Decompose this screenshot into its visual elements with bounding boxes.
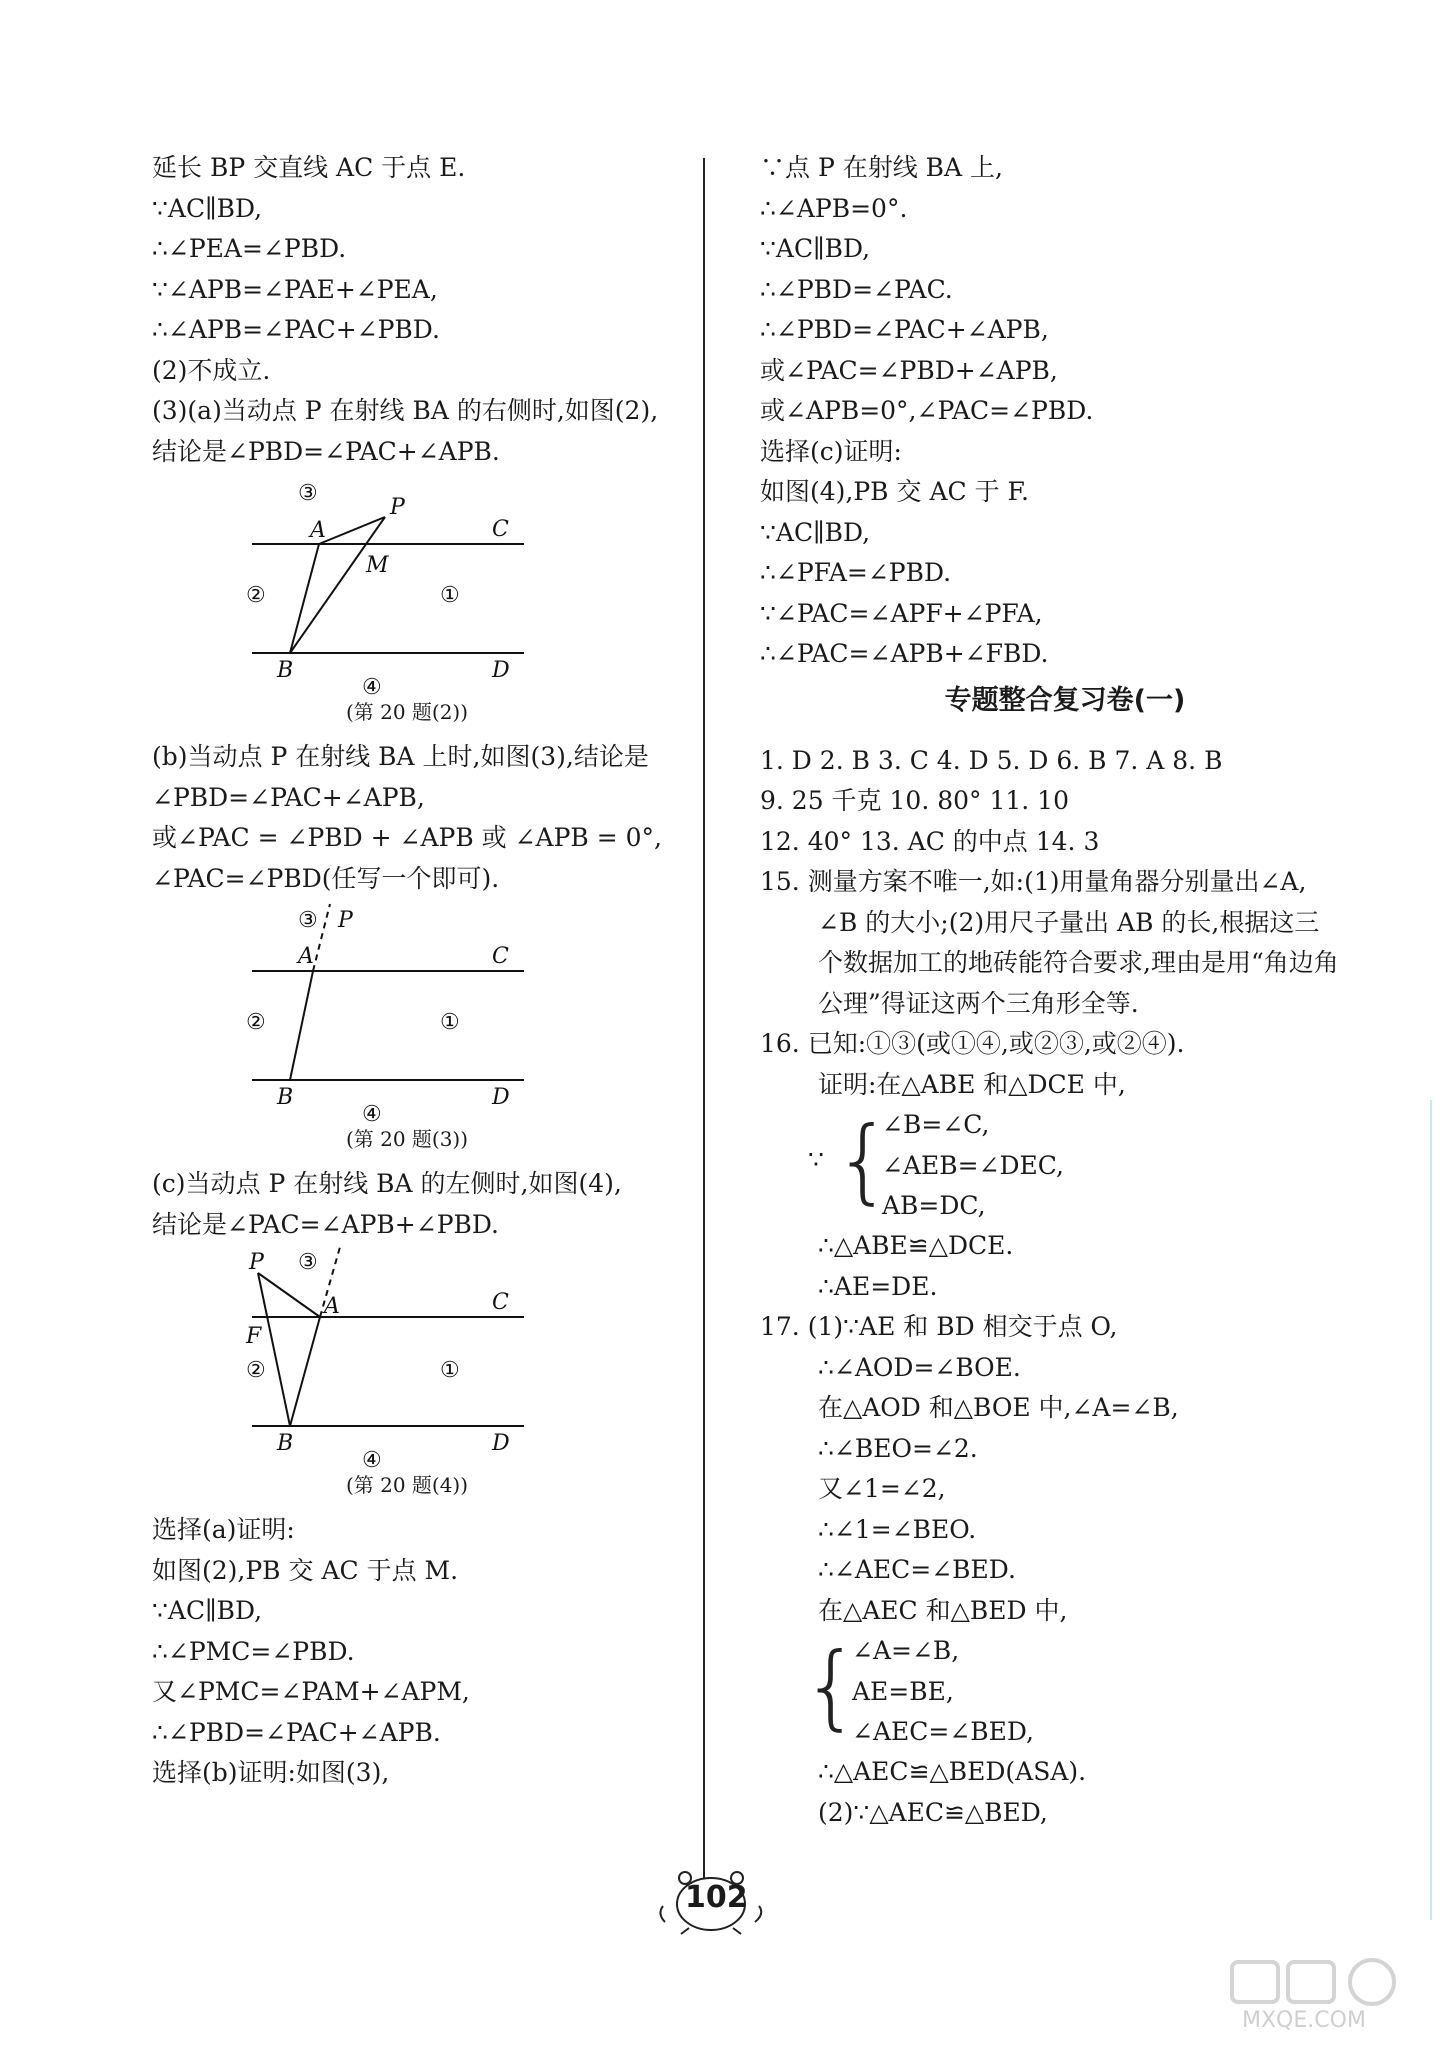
answer-line: ∴∠AEC=∠BED. — [818, 1555, 1016, 1584]
answer-list — [760, 741, 1339, 1834]
text-line: 如图(2),PB 交 AC 于点 M. — [152, 1555, 459, 1585]
text-line: (2)不成立. — [152, 355, 271, 385]
text-line: ∴∠PBD=∠PAC+∠APB. — [152, 1717, 441, 1747]
brace-icon: { — [802, 1633, 861, 1740]
answer-line: 1. D 2. B 3. C 4. D 5. D 6. B 7. A 8. B — [760, 745, 1223, 775]
answer-line: 又∠1=∠2, — [818, 1474, 946, 1503]
text-line: ∴∠APB=∠PAC+∠PBD. — [152, 315, 440, 344]
condition-line: ∠AEB=∠DEC, — [882, 1150, 1064, 1180]
answer-line: ∴△AEC≌△BED(ASA). — [818, 1757, 1087, 1786]
text-line: ∴∠APB=0°. — [760, 193, 908, 223]
fig4-label-c: C — [492, 1290, 509, 1315]
answer-line: 在△AOD 和△BOE 中,∠A=∠B, — [818, 1393, 1179, 1422]
fig3-label-c: C — [492, 944, 509, 969]
condition-line: AE=BE, — [852, 1676, 954, 1706]
answer-line: 15. 测量方案不唯一,如:(1)用量角器分别量出∠A, — [760, 867, 1307, 896]
fig3-label-a: A — [298, 944, 314, 969]
text-line: 或∠PAC=∠PBD+∠APB, — [760, 355, 1058, 385]
left-block-c — [152, 1164, 692, 1245]
figure-20-2 — [246, 472, 692, 737]
fig4-label-a: A — [324, 1294, 340, 1319]
text-line: 选择(a)证明: — [152, 1515, 295, 1544]
right-block-a — [760, 148, 1320, 675]
fig2-label-m: M — [366, 553, 389, 578]
text-line: ∠PBD=∠PAC+∠APB, — [152, 782, 425, 812]
text-line: 又∠PMC=∠PAM+∠APM, — [152, 1677, 470, 1706]
fig2-label-p: P — [390, 495, 405, 520]
fig4-label-d: D — [492, 1431, 510, 1456]
brace-lines — [852, 1631, 1320, 1753]
page-number: 102 — [685, 1880, 748, 1915]
fig4-label-f: F — [246, 1324, 262, 1349]
fig2-label-c: C — [492, 517, 509, 542]
text-line: ∵∠APB=∠PAE+∠PEA, — [152, 274, 438, 304]
text-line: ∵AC∥BD, — [760, 517, 871, 547]
since-symbol: ∵ — [808, 1145, 824, 1174]
column-divider — [703, 158, 705, 1878]
scan-edge-line — [1430, 1100, 1432, 1920]
brace-system-1 — [808, 1105, 1320, 1226]
brace-lines — [882, 1105, 1320, 1227]
text-line: 或∠APB=0°,∠PAC=∠PBD. — [760, 396, 1094, 425]
answer-line: (2)∵△AEC≌△BED, — [818, 1797, 1048, 1827]
text-line: ∴∠PMC=∠PBD. — [152, 1636, 355, 1666]
answer-line: 17. (1)∵AE 和 BD 相交于点 O, — [760, 1312, 1118, 1341]
fig4-label-r2: ② — [246, 1358, 266, 1383]
text-line: 或∠PAC = ∠PBD + ∠APB 或 ∠APB = 0°, — [152, 823, 662, 852]
fig4-label-r1: ① — [440, 1358, 460, 1383]
text-line: ∴∠PBD=∠PAC. — [760, 274, 953, 304]
condition-line: ∠A=∠B, — [852, 1636, 960, 1665]
answer-line: ∠B 的大小;(2)用尺子量出 AB 的长,根据这三 — [818, 907, 1320, 937]
text-line: ∵AC∥BD, — [760, 234, 871, 263]
text-line: ∵AC∥BD, — [152, 1596, 263, 1625]
figure-20-2-caption: (第 20 题(2)) — [345, 700, 469, 724]
fig4-label-r4: ④ — [362, 1448, 382, 1473]
text-line: 选择(c)证明: — [760, 436, 902, 466]
answer-line: ∴∠AOD=∠BOE. — [818, 1352, 1021, 1382]
figure-20-4-diagram — [246, 1245, 562, 1473]
page-number-badge — [655, 1870, 767, 1934]
section-title: 专题整合复习卷(一) — [944, 684, 1186, 716]
answer-line: 公理”得证这两个三角形全等. — [818, 988, 1139, 1018]
fig2-label-a: A — [310, 518, 326, 543]
text-line: ∠PAC=∠PBD(任写一个即可). — [152, 863, 500, 893]
fig4-label-r3: ③ — [298, 1250, 318, 1275]
left-block-a — [152, 148, 692, 472]
figure-20-3 — [246, 899, 692, 1164]
text-line: ∴∠PFA=∠PBD. — [760, 558, 952, 587]
fig4-label-p: P — [249, 1250, 264, 1275]
answer-line: 个数据加工的地砖能符合要求,理由是用“角边角 — [818, 948, 1339, 977]
text-line: 结论是∠PAC=∠APB+∠PBD. — [152, 1209, 499, 1239]
condition-line: ∠B=∠C, — [882, 1110, 990, 1139]
text-line: 选择(b)证明:如图(3), — [152, 1758, 390, 1787]
right-column — [760, 148, 1339, 1833]
fig4-label-b: B — [277, 1431, 294, 1456]
fig3-label-b: B — [277, 1085, 294, 1110]
fig3-label-r2: ② — [246, 1010, 266, 1035]
fig2-label-r2: ② — [246, 583, 266, 608]
left-block-b — [152, 737, 692, 899]
figure-20-2-diagram — [246, 472, 562, 700]
text-line: 延长 BP 交直线 AC 于点 E. — [152, 153, 466, 182]
condition-line: ∠AEC=∠BED, — [852, 1717, 1034, 1746]
brace-icon: { — [834, 1107, 893, 1214]
fig3-label-p: P — [338, 908, 353, 933]
text-line: ∴∠PEA=∠PBD. — [152, 234, 347, 263]
fig3-label-r3: ③ — [298, 908, 318, 933]
text-line: 如图(4),PB 交 AC 于 F. — [760, 477, 1029, 506]
figure-20-3-caption: (第 20 题(3)) — [345, 1127, 469, 1151]
figure-20-4 — [246, 1245, 692, 1510]
text-line: ∵∠PAC=∠APF+∠PFA, — [760, 598, 1043, 628]
fig3-label-r4: ④ — [362, 1102, 382, 1127]
answer-line: ∴AE=DE. — [818, 1271, 938, 1301]
text-line: ∵点 P 在射线 BA 上, — [760, 153, 1003, 182]
watermark-text: MXQE.COM — [1242, 2008, 1366, 2033]
answer-line: ∴△ABE≌△DCE. — [818, 1231, 1014, 1260]
text-line: ∴∠PAC=∠APB+∠FBD. — [760, 639, 1049, 668]
answer-line: 16. 已知:①③(或①④,或②③,或②④). — [760, 1029, 1185, 1058]
watermark — [1202, 1958, 1432, 2038]
brace-system-2 — [802, 1631, 1320, 1752]
fig2-label-r4: ④ — [362, 675, 382, 700]
left-block-d — [152, 1510, 692, 1794]
answer-line: ∴∠BEO=∠2. — [818, 1433, 978, 1463]
answer-line: ∴∠1=∠BEO. — [818, 1514, 977, 1544]
fig2-label-d: D — [492, 658, 510, 683]
fig3-label-r1: ① — [440, 1010, 460, 1035]
answer-line: 在△AEC 和△BED 中, — [818, 1595, 1068, 1625]
text-line: (3)(a)当动点 P 在射线 BA 的右侧时,如图(2), — [152, 396, 659, 425]
text-line: (b)当动点 P 在射线 BA 上时,如图(3),结论是 — [152, 742, 649, 771]
text-line: ∴∠PBD=∠PAC+∠APB, — [760, 315, 1049, 344]
watermark-logo-icon — [1202, 1958, 1432, 2008]
text-line: 结论是∠PBD=∠PAC+∠APB. — [152, 436, 500, 466]
fig2-label-r3: ③ — [298, 481, 318, 506]
answer-line: 12. 40° 13. AC 的中点 14. 3 — [760, 826, 1100, 856]
answer-line: 9. 25 千克 10. 80° 11. 10 — [760, 786, 1069, 815]
condition-line: AB=DC, — [882, 1191, 986, 1220]
figure-20-4-caption: (第 20 题(4)) — [345, 1473, 469, 1497]
fig2-label-b: B — [277, 658, 294, 683]
fig3-label-d: D — [492, 1085, 510, 1110]
text-line: ∵AC∥BD, — [152, 193, 263, 223]
figure-20-3-diagram — [246, 899, 562, 1127]
fig2-label-r1: ① — [440, 583, 460, 608]
answer-line: 证明:在△ABE 和△DCE 中, — [818, 1069, 1126, 1099]
text-line: (c)当动点 P 在射线 BA 的左侧时,如图(4), — [152, 1169, 622, 1198]
left-column — [152, 148, 692, 1794]
